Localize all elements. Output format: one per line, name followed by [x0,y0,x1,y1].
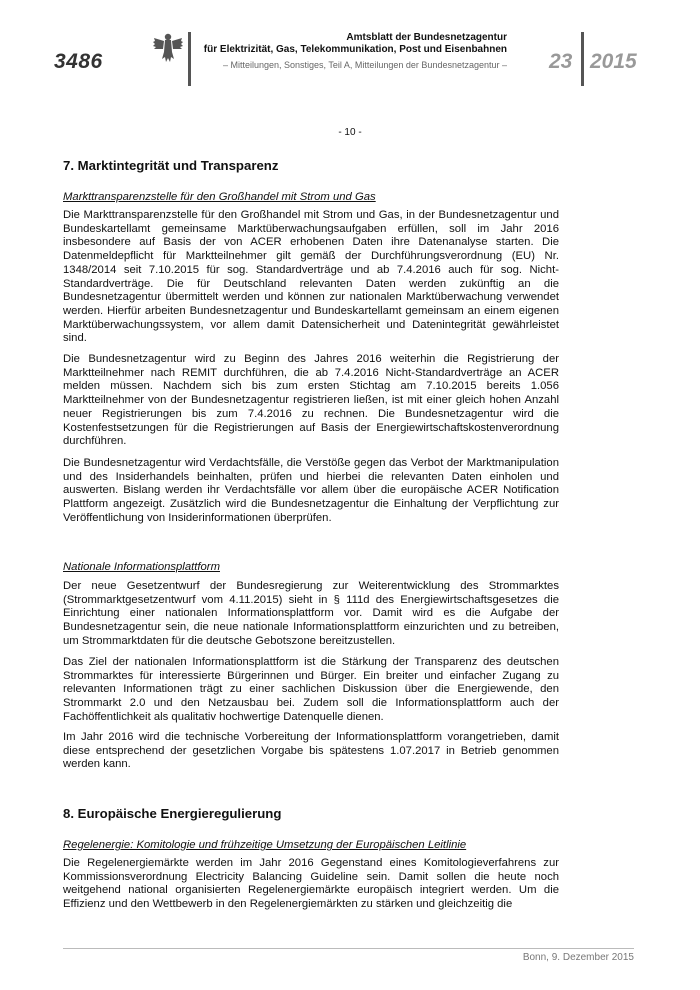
paragraph: Im Jahr 2016 wird die technische Vorbereitung der Informationsplattform vorangetrieben, damit diese entsprechend der gesetzlichen Vorgabe bis spätestens 1.07.2017 in Betrieb genommen werden kann. [63,731,559,771]
paragraph: Die Markttransparenzstelle für den Großhandel mit Strom und Gas, in der Bundesnetzagentur und Bundeskartellamt gemeinsame Marktüberwachungsaufgaben erfüllen, soll im Jahr 2016 insbesondere auf Basis der von ACER erhobenen Daten ihre Datenanalyse starten. Die Datenmeldepflicht für Marktteilnehmer gilt gemäß der Durchführungsverordnung (EU) Nr. 1348/2014 seit 7.10.2015 für sog. Standardverträge und ab 7.4.2016 auch für sog. Nicht-Standardverträge. Die für Deutschland relevanten Daten werden zukünftig an die Bundesnetzagentur übermittelt werden und können zur nationalen Marktüberwachung verwendet werden. Hierfür arbeiten Bundesnetzagentur und Bundeskartellamt gemeinsam an einem eigenen Marktüberwachungssystem, vor allem damit Datensicherheit und Datenintegrität gewährleistet sind. [63,209,559,345]
section-heading-7: 7. Marktintegrität und Transparenz [63,158,279,173]
paragraph: Die Regelenergiemärkte werden im Jahr 2016 Gegenstand eines Komitologieverfahrens zur Kommissionsverordnung Electricity Balancing Guideline sein. Damit sollen die heute noch weitgehend national organisierten Regelenergiemärkte europäisch integriert werden. Um die Effizienz und den Wettbewerb in den Regelenergiemärkten zu stärken und gleichzeitig die [63,857,559,911]
section-heading-8: 8. Europäische Energieregulierung [63,806,282,821]
federal-eagle-icon [152,32,184,66]
header-divider [188,32,191,86]
footer-divider [63,948,634,949]
paragraph: Das Ziel der nationalen Informationsplattform ist die Stärkung der Transparenz des deutschen Strommarktes für interessierte Bürgerinnen und Bürger. Ein breiter und einfacher Zugang zu relevanten Informationen trägt zu einer sachlichen Diskussion über die Energiewende, den Strommarkt 2.0 und den Netzausbau bei. Zudem soll die Informationsplattform auch der Fachöffentlichkeit als qualitativ hochwertige Datenquelle dienen. [63,656,559,723]
inner-page-number: - 10 - [338,127,362,138]
subheading-markttransparenzstelle: Markttransparenzstelle für den Großhandel mit Strom und Gas [63,191,376,203]
paragraph: Die Bundesnetzagentur wird Verdachtsfälle, die Verstöße gegen das Verbot der Marktmanipulation und des Insiderhandels beinhalten, prüfen und hierbei die relevanten Daten einholen und auswerten. Bislang werden ihr Verdachtsfälle vor allem über die europäische ACER Notification Plattform angezeigt. Zusätzlich wird die Bundesnetzagentur die Einhaltung der Verpflichtung zur Veröffentlichung von Insiderinformationen überprüfen. [63,457,559,524]
gazette-section-line: – Mitteilungen, Sonstiges, Teil A, Mitteilungen der Bundesnetzagentur – [222,60,507,70]
issue-number: 23 [549,50,573,73]
page-number: 3486 [54,50,103,73]
paragraph: Die Bundesnetzagentur wird zu Beginn des Jahres 2016 weiterhin die Registrierung der Marktteilnehmer nach REMIT durchführen, die ab 7.4.2016 Nicht-Standardverträge an ACER melden müssen. Nachdem sich bis zum ersten Stichtag am 7.10.2015 bereits 1.056 Marktteilnehmer von der Bundesnetzagentur registrieren ließen, ist mit einer gleich hohen Anzahl neuer Registrierungen bis zum 7.4.2016 zu rechnen. Die Bundesnetzagentur wird die Kostenfestsetzungen für die Registrierungen auf Basis der Energiewirtschaftskostenverordnung durchführen. [63,353,559,448]
issue-divider [581,32,584,86]
footer-date: Bonn, 9. Dezember 2015 [522,952,634,963]
paragraph: Der neue Gesetzentwurf der Bundesregierung zur Weiterentwicklung des Strommarktes (Strommarktgesetzentwurf vom 4.11.2015) sieht in § 111d des Energiewirtschaftsgesetzes die Einrichtung einer nationalen Informationsplattform vor. Damit wird es die Aufgabe der Bundesnetzagentur sein, die neue nationale Informationsplattform einzurichten und zu betreiben, um Strommarktdaten für die deutsche Gebotszone bereitzustellen. [63,580,559,647]
gazette-title: Amtsblatt der Bundesnetzagentur [346,32,507,43]
gazette-subtitle: für Elektrizität, Gas, Telekommunikation, Post und Eisenbahnen [203,44,507,55]
subheading-regelenergie: Regelenergie: Komitologie und frühzeitige Umsetzung der Europäischen Leitlinie [63,839,467,851]
issue-year: 2015 [590,50,637,73]
subheading-informationsplattform: Nationale Informationsplattform [63,561,220,573]
